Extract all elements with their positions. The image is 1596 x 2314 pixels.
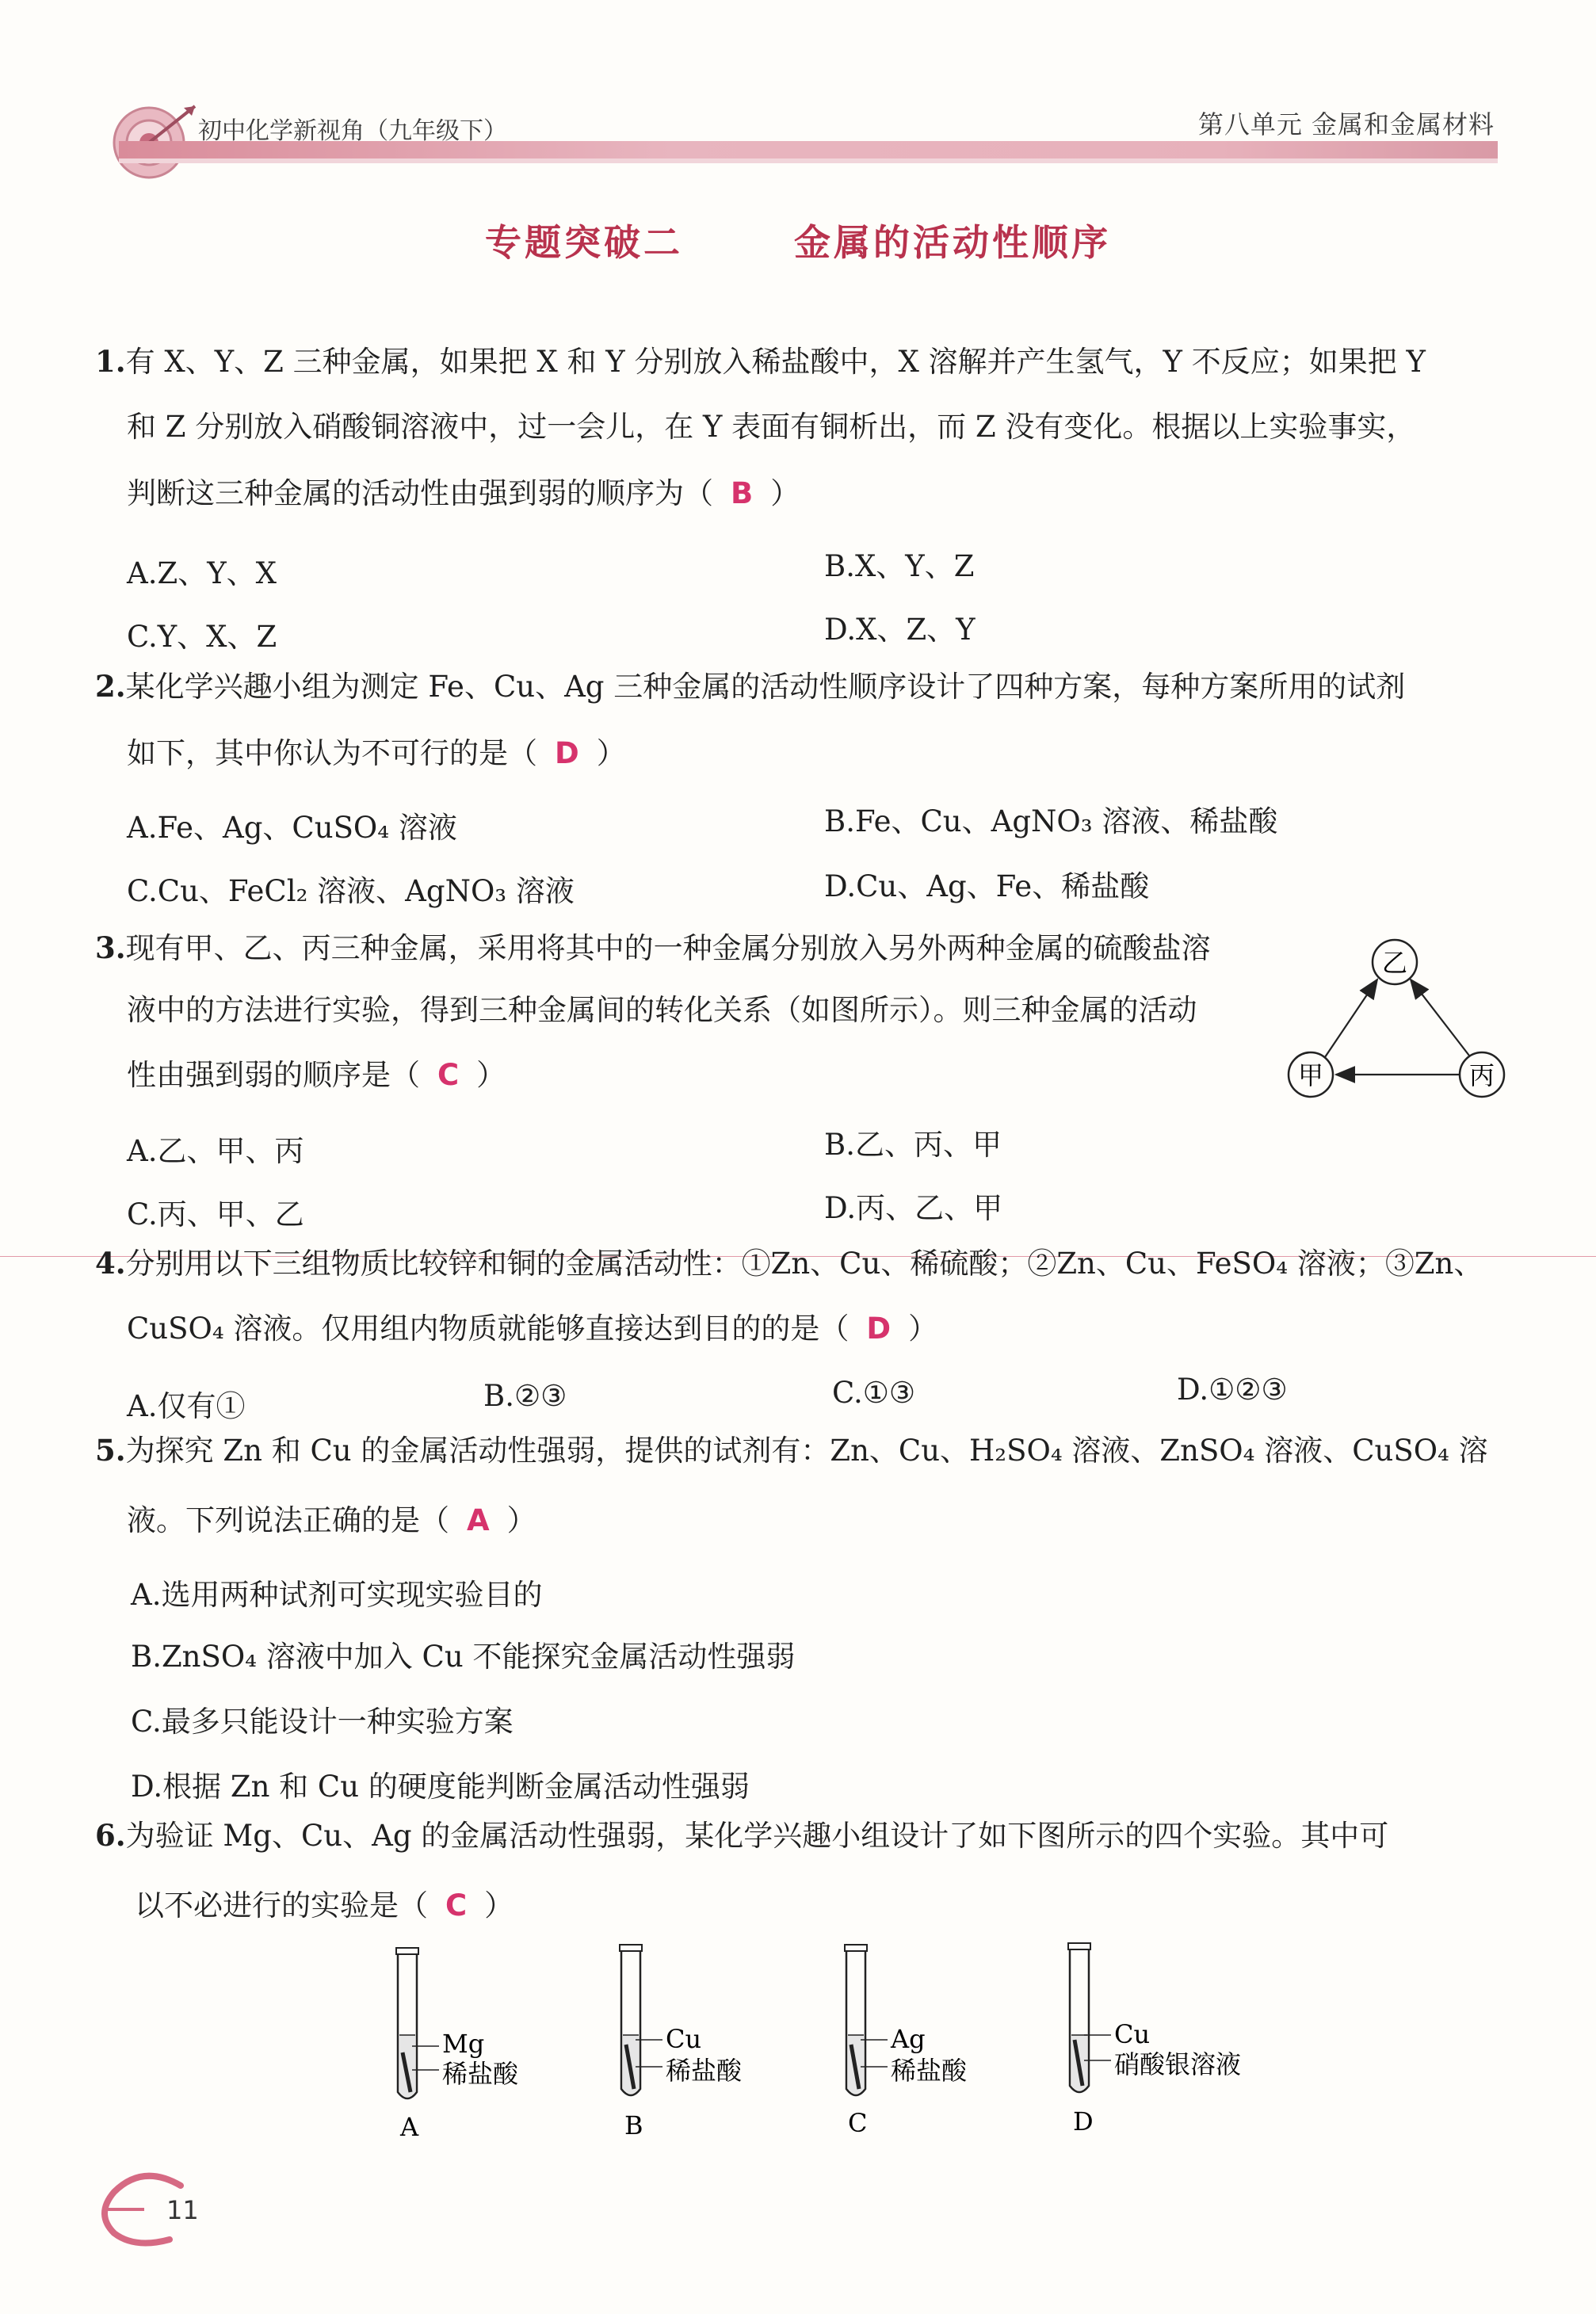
q3-answer: C [437,1058,460,1092]
q1-option-a: A.Z、Y、X [127,556,277,590]
q3-option-c: C.丙、甲、乙 [127,1197,304,1231]
book-title: 初中化学新视角（九年级下） [198,117,507,145]
q2-answer: D [555,736,579,770]
q3-option-b: B.乙、丙、甲 [824,1128,1002,1162]
q6-line2: 以不必进行的实验是（ C ） [135,1888,514,1923]
node-jia-label: 甲 [1297,1060,1324,1090]
q3-line3: 性由强到弱的顺序是（ C ） [127,1058,506,1092]
section-title-part1: 专题突破二 [484,221,683,264]
q5-line2: 液。下列说法正确的是（ A ） [127,1503,536,1537]
unit-title: 第八单元 金属和金属材料 [1197,109,1495,139]
tube-d-label: D [1073,2106,1094,2136]
tube-c-metal: Ag [891,2024,926,2054]
q4-option-a: A.仅有① [127,1389,246,1423]
q5-option-d: D.根据 Zn 和 Cu 的硬度能判断金属活动性强弱 [131,1770,750,1804]
tube-a-liquid: 稀盐酸 [442,2059,519,2089]
q6-line1: 6.为验证 Mg、Cu、Ag 的金属活动性强弱，某化学兴趣小组设计了如下图所示的四个实验。其中可 [95,1818,1389,1853]
section-title-part2: 金属的活动性顺序 [794,221,1111,264]
q4-option-b: B.②③ [483,1379,567,1413]
q4-option-c: C.①③ [832,1376,916,1410]
tube-b-label: B [624,2110,643,2140]
q5-answer: A [467,1503,490,1537]
tube-c-liquid: 稀盐酸 [891,2056,968,2086]
tube-b-metal: Cu [666,2024,702,2054]
target-logo-icon [101,95,204,182]
q3-line1: 3.现有甲、乙、丙三种金属，采用将其中的一种金属分别放入另外两种金属的硫酸盐溶 [95,930,1211,965]
q5-option-c: C.最多只能设计一种实验方案 [131,1705,514,1739]
section-title [0,214,1596,266]
q4-line1: 4.分别用以下三组物质比较锌和铜的金属活动性：①Zn、Cu、稀硫酸；②Zn、Cu、FeSO₄ 溶液；③Zn、 [95,1246,1483,1281]
header-band-shadow [119,158,1498,163]
tube-d-metal: Cu [1114,2019,1151,2049]
q3-option-a: A.乙、甲、丙 [127,1134,304,1168]
tube-d-liquid: 硝酸银溶液 [1114,2049,1242,2079]
tube-d [1068,1943,1241,2136]
node-yi-label: 乙 [1381,948,1408,978]
node-bing-label: 丙 [1468,1060,1495,1090]
q6-answer: C [445,1888,468,1923]
q1-option-b: B.X、Y、Z [824,549,975,583]
q2-option-a: A.Fe、Ag、CuSO₄ 溶液 [127,811,457,845]
q1-option-d: D.X、Z、Y [824,613,976,647]
tube-b-liquid: 稀盐酸 [666,2056,743,2086]
page-number: 11 [166,2195,199,2225]
q5-option-a: A.选用两种试剂可实现实验目的 [131,1578,543,1612]
tube-a [396,1948,519,2140]
q1-answer: B [731,476,754,510]
q1-line1: 1.有 X、Y、Z 三种金属，如果把 X 和 Y 分别放入稀盐酸中，X 溶解并产生氢气，Y 不反应；如果把 Y [95,344,1426,379]
q4-answer: D [866,1312,892,1346]
tube-a-label: A [400,2112,419,2140]
q2-option-d: D.Cu、Ag、Fe、稀盐酸 [824,869,1150,903]
arrow-jia-to-yi [1325,979,1377,1057]
q2-line2: 如下，其中你认为不可行的是（ D ） [127,736,626,770]
tube-c-label: C [848,2108,868,2138]
arrow-bing-to-yi [1411,979,1469,1056]
q1-line3: 判断这三种金属的活动性由强到弱的顺序为（ B ） [127,476,800,510]
q3-option-d: D.丙、乙、甲 [824,1191,1003,1225]
test-tube-figure [372,1942,1284,2140]
tube-b [620,1945,743,2140]
q2-option-b: B.Fe、Cu、AgNO₃ 溶液、稀盐酸 [824,804,1278,838]
q1-option-c: C.Y、X、Z [127,620,277,654]
q1-line2: 和 Z 分别放入硝酸铜溶液中，过一会儿，在 Y 表面有铜析出，而 Z 没有变化。根据以上实验事实， [127,410,1416,444]
q2-line1: 2.某化学兴趣小组为测定 Fe、Cu、Ag 三种金属的活动性顺序设计了四种方案，每种方案所用的试剂 [95,669,1406,704]
tube-c [845,1945,968,2138]
q5-line1: 5.为探究 Zn 和 Cu 的金属活动性强弱，提供的试剂有：Zn、Cu、H₂SO₄ 溶液、ZnSO₄ 溶液、CuSO₄ 溶 [95,1433,1488,1468]
transformation-diagram [1276,927,1514,1109]
q2-option-c: C.Cu、FeCl₂ 溶液、AgNO₃ 溶液 [127,874,575,908]
q3-line2: 液中的方法进行实验，得到三种金属间的转化关系（如图所示）。则三种金属的活动 [127,993,1197,1027]
q4-line2: CuSO₄ 溶液。仅用组内物质就能够直接达到目的的是（ D ） [127,1312,938,1346]
q4-option-d: D.①②③ [1177,1373,1288,1407]
tube-a-metal: Mg [442,2029,485,2059]
q5-option-b: B.ZnSO₄ 溶液中加入 Cu 不能探究金属活动性强弱 [131,1640,796,1674]
